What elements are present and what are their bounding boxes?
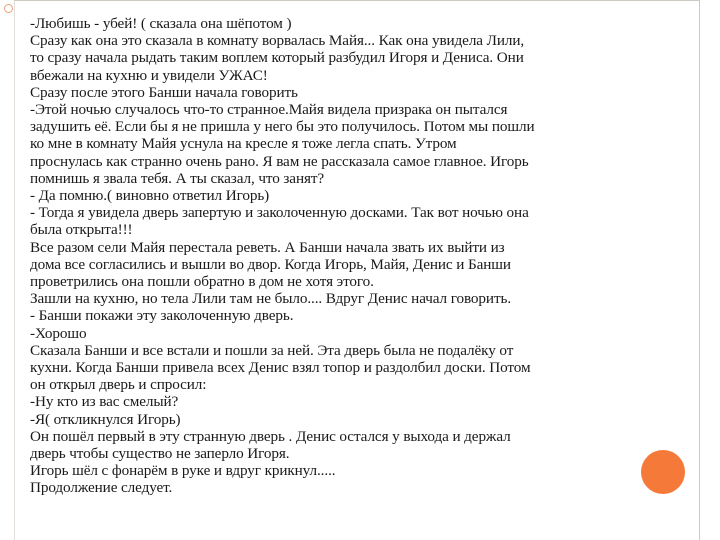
text-line: Игорь шёл с фонарём в руке и вдруг крикнул.....	[30, 462, 336, 480]
text-line: - Банши покажи эту заколоченную дверь.	[30, 307, 294, 325]
text-line: Все разом сели Майя перестала реветь. А Банши начала звать их выйти из	[30, 238, 505, 256]
top-border-line	[14, 0, 700, 1]
text-line: кухни. Когда Банши привела всех Денис взял топор и раздолбил доски. Потом	[30, 359, 531, 377]
text-line: -Я( откликнулся Игорь)	[30, 410, 181, 428]
text-line: -Этой ночью случалось что-то странное.Майя видела призрака он пытался	[30, 101, 508, 119]
text-line: задушить её. Если бы я не пришла у него бы это получилось. Потом мы пошли	[30, 118, 535, 136]
text-line: Сразу после этого Банши начала говорить	[30, 83, 298, 101]
text-line: Он пошёл первый в эту странную дверь . Денис остался у выхода и держал	[30, 427, 511, 445]
text-line: Сказала Банши и все встали и пошли за ней. Эта дверь была не подалёку от	[30, 341, 514, 359]
story-text	[30, 15, 690, 497]
text-line: -Ну кто из вас смелый?	[30, 393, 179, 411]
text-line: Сразу как она это сказала в комнату ворвалась Майя... Как она увидела Лили,	[30, 32, 525, 50]
text-line: Продолжение следует.	[30, 479, 173, 497]
text-line: дверь чтобы существо не заперло Игоря.	[30, 445, 290, 463]
text-line: проснулась как странно очень рано. Я вам не рассказала самое главное. Игорь	[30, 152, 529, 170]
text-line: помнишь я звала тебя. А ты сказал, что занят?	[30, 169, 325, 187]
text-line: - Да помню.( виновно ответил Игорь)	[30, 187, 270, 205]
text-line: - Тогда я увидела дверь запертую и заколоченную досками. Так вот ночью она	[30, 204, 529, 222]
text-line: дома все согласились и вышли во двор. Когда Игорь, Майя, Денис и Банши	[30, 255, 511, 273]
text-line: -Хорошо	[30, 324, 87, 342]
text-line: вбежали на кухню и увидели УЖАС!	[30, 66, 268, 84]
text-line: Зашли на кухню, но тела Лили там не было.... Вдруг Денис начал говорить.	[30, 290, 512, 308]
text-line: он открыл дверь и спросил:	[30, 376, 207, 394]
right-border-line	[699, 0, 700, 540]
text-line: то сразу начала рыдать таким воплем который разбудил Игоря и Дениса. Они	[30, 49, 524, 67]
bullet-icon	[4, 4, 13, 13]
text-line: ко мне в комнату Майя уснула на кресле я тоже легла спать. Утром	[30, 135, 457, 153]
text-line: проветрились она пошли обратно в дом не хотя этого.	[30, 273, 374, 291]
text-line: была открыта!!!	[30, 221, 133, 239]
text-line: -Любишь - убей! ( сказала она шёпотом )	[30, 15, 292, 32]
orange-circle-decoration	[641, 450, 685, 494]
left-border-line	[14, 0, 15, 540]
